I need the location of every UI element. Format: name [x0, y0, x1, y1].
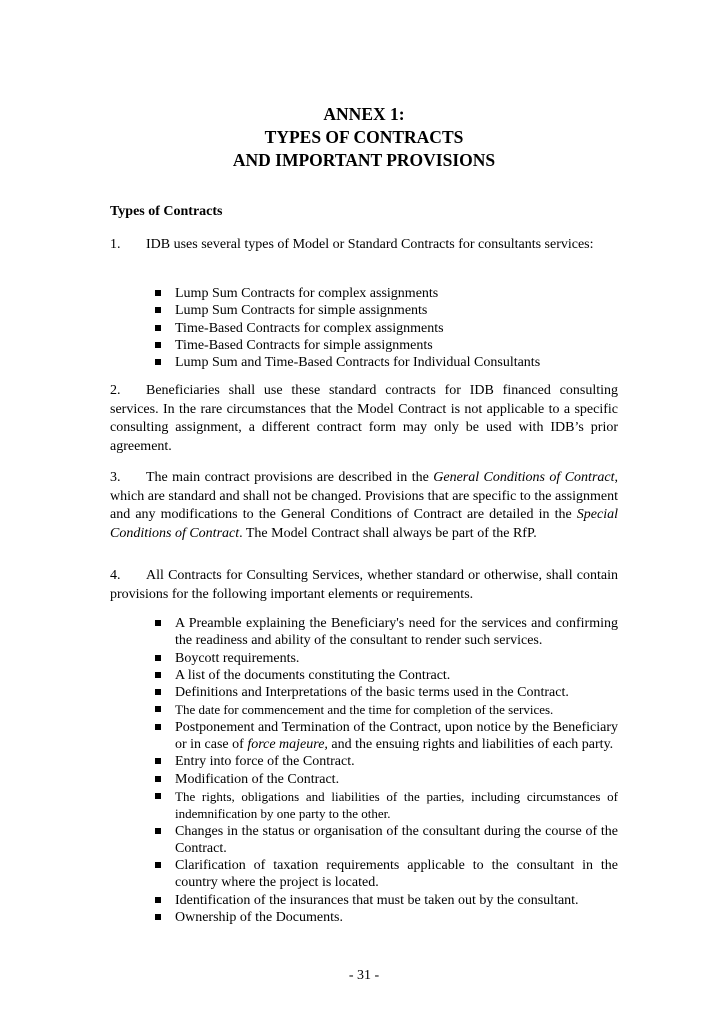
paragraph-number: 1. [110, 237, 121, 252]
list-item: A Preamble explaining the Beneficiary's need for the services and confirming the readiness and ability of the consultant to render such services. [110, 615, 618, 650]
paragraph-3: 3. The main contract provisions are described in the General Conditions of Contract, which are standard and shall not be changed. Provisions that are specific to the assignment and any modifications to the General Conditions of Contract are detailed in the Special Conditions of Contract. The Model Contract shall always be part of the RfP. [110, 470, 619, 541]
bullet-square-icon [155, 672, 161, 678]
paragraph-2 [110, 382, 618, 456]
list-item: Identification of the insurances that must be taken out by the consultant. [110, 892, 618, 909]
contract-types-list [110, 285, 618, 371]
list-item: Ownership of the Documents. [110, 909, 618, 926]
list-item: Time-Based Contracts for complex assignments [110, 320, 618, 337]
bullet-square-icon [155, 862, 161, 868]
paragraph-number: 2. [110, 383, 121, 398]
bullet-square-icon [155, 914, 161, 920]
paragraph-text: Beneficiaries shall use these standard contracts for IDB financed consulting services. In the rare circumstances that the Model Contract is not applicable to a specific consulting assignment, a different contract form may only be used with IDB’s prior agreement. [110, 383, 618, 454]
title-line-2: TYPES OF CONTRACTS [264, 127, 464, 147]
list-item: Lump Sum Contracts for complex assignments [110, 285, 618, 302]
bullet-square-icon [155, 325, 161, 331]
paragraph-text: IDB uses several types of Model or Standard Contracts for consultants services: [146, 237, 594, 252]
italic-term: force majeure, [247, 737, 328, 753]
list-item: A list of the documents constituting the Contract. [110, 667, 618, 684]
bullet-square-icon [155, 724, 161, 730]
bullet-square-icon [155, 620, 161, 626]
list-item: Lump Sum and Time-Based Contracts for Individual Consultants [110, 354, 618, 371]
title-line-3: AND IMPORTANT PROVISIONS [232, 150, 496, 170]
paragraph-1 [110, 236, 618, 255]
list-item: Changes in the status or organisation of the consultant during the course of the Contract. [110, 823, 618, 858]
bullet-square-icon [155, 307, 161, 313]
paragraph-number: 3. [110, 470, 121, 485]
paragraph-4 [110, 567, 618, 604]
list-item: The date for commencement and the time for completion of the services. [110, 701, 618, 718]
list-item: Definitions and Interpretations of the basic terms used in the Contract. [110, 684, 618, 701]
annex-title [110, 103, 618, 172]
paragraph-number: 4. [110, 568, 121, 583]
bullet-square-icon [155, 828, 161, 834]
bullet-square-icon [155, 706, 161, 712]
italic-term: General Conditions of Contract [433, 470, 615, 485]
section-heading: Types of Contracts [110, 204, 223, 219]
bullet-square-icon [155, 758, 161, 764]
page-number: - 31 - [348, 968, 380, 983]
bullet-square-icon [155, 655, 161, 661]
list-item: Postponement and Termination of the Contract, upon notice by the Beneficiary or in case of force majeure, and the ensuing rights and liabilities of each party. [110, 719, 618, 754]
list-item: Lump Sum Contracts for simple assignments [110, 302, 618, 319]
bullet-square-icon [155, 793, 161, 799]
list-item: Clarification of taxation requirements applicable to the consultant in the country where the project is located. [110, 857, 618, 892]
paragraph-text: All Contracts for Consulting Services, whether standard or otherwise, shall contain provisions for the following important elements or requirements. [110, 568, 618, 602]
list-item: Entry into force of the Contract. [110, 753, 618, 770]
title-line-1: ANNEX 1: [323, 104, 405, 124]
list-item: Modification of the Contract. [110, 771, 618, 788]
provisions-list [110, 615, 618, 926]
list-item: The rights, obligations and liabilities of the parties, including circumstances of indemnification by one party to the other. [110, 788, 618, 823]
bullet-square-icon [155, 342, 161, 348]
italic-term: Special Conditions of Contract [110, 507, 618, 541]
bullet-square-icon [155, 290, 161, 296]
list-item: Boycott requirements. [110, 650, 618, 667]
bullet-square-icon [155, 359, 161, 365]
bullet-square-icon [155, 897, 161, 903]
bullet-square-icon [155, 689, 161, 695]
bullet-square-icon [155, 776, 161, 782]
list-item: Time-Based Contracts for simple assignments [110, 337, 618, 354]
